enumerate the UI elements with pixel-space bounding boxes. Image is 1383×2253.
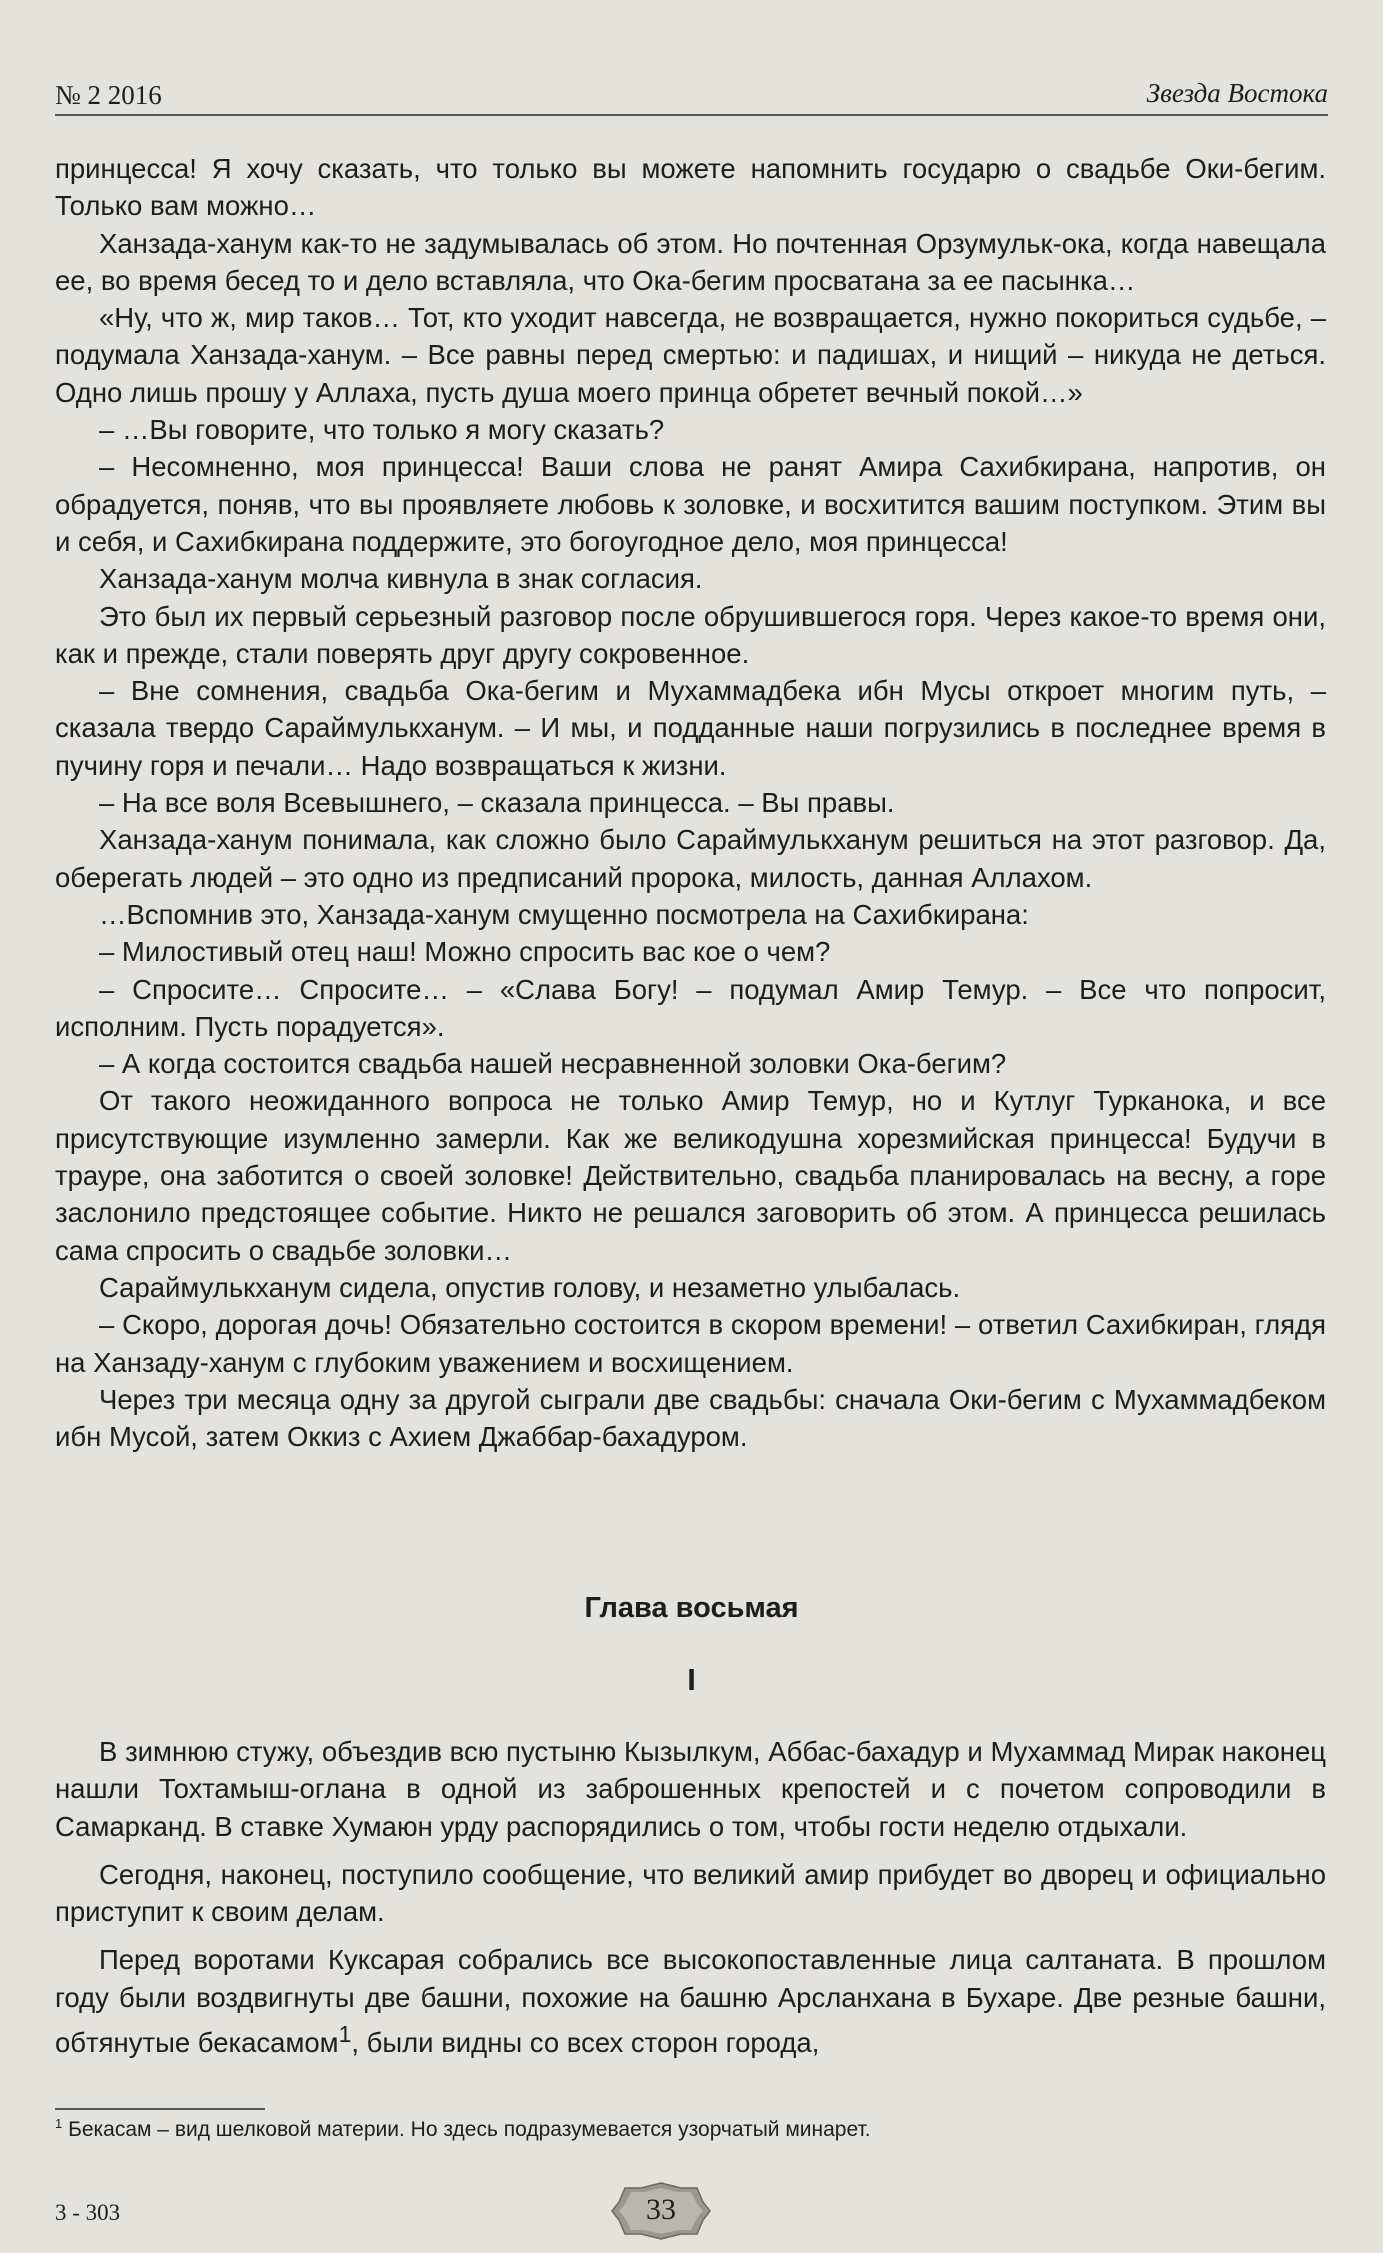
paragraph: – А когда состоится свадьба нашей несравненной золовки Ока-бегим? bbox=[99, 1048, 1007, 1080]
footnote-rule bbox=[55, 2108, 265, 2110]
printer-signature: 3 - 303 bbox=[55, 2200, 121, 2225]
footnote-text: Бекасам – вид шелковой материи. Но здесь подразумевается узорчатый минарет. bbox=[62, 2118, 871, 2141]
chapter-title: Глава восьмая bbox=[584, 1592, 799, 1624]
paragraph: – Спросите… Спросите… – «Слава Богу! – подумал Амир Темур. – Все что попросит, исполним. Пусть порадуется». bbox=[55, 973, 1326, 1042]
paragraph: Ханзада-ханум понимала, как сложно было Сараймулькханум решиться на этот разговор. Да, оберегать людей – это одно из предписаний пророка, милость, данная Аллахом. bbox=[55, 824, 1326, 893]
paragraph: принцесса! Я хочу сказать, что только вы можете напомнить государю о свадьбе Оки-бегим. Только вам можно… bbox=[55, 153, 1326, 222]
header-rule bbox=[55, 114, 1328, 116]
paragraph: Сегодня, наконец, поступило сообщение, что великий амир прибудет во дворец и официально приступит к своим делам. bbox=[55, 1858, 1326, 1928]
paragraph: Ханзада-ханум как-то не задумывалась об этом. Но почтенная Орзумульк-ока, когда навещала ее, во время бесед то и дело вставляла, что Ока-бегим просватана за ее пасынка… bbox=[55, 227, 1326, 296]
paragraph: …Вспомнив это, Ханзада-ханум смущенно посмотрела на Сахибкирана: bbox=[99, 898, 1029, 930]
paragraph-text: Перед воротами Куксарая собрались все высокопоставленные лица салтаната. В прошлом году были воздвигнуты две башни, похожие на башню Арсланхана в Бухаре. Две резные башни, обтянутые бекасамом bbox=[55, 1944, 1326, 2059]
section-number: I bbox=[687, 1662, 696, 1697]
paragraph: В зимнюю стужу, объездив всю пустыню Кызылкум, Аббас-бахадур и Мухаммад Мирак наконец нашли Тохтамыш-оглана в одной из заброшенных крепостей и с почетом сопроводили в Самарканд. В ставке Хумаюн урду распорядились о том, чтобы гости неделю отдыхали. bbox=[55, 1736, 1326, 1842]
footnote-ref[interactable]: 1 bbox=[338, 2021, 352, 2048]
paragraph: Ханзада-ханум молча кивнула в знак согласия. bbox=[99, 563, 703, 595]
paragraph: Через три месяца одну за другой сыграли две свадьбы: сначала Оки-бегим с Мухаммадбеком ибн Мусой, затем Оккиз с Ахием Джаббар-бахадуром. bbox=[55, 1383, 1326, 1453]
paragraph: – На все воля Всевышнего, – сказала принцесса. – Вы правы. bbox=[99, 787, 895, 819]
paragraph: – Скоро, дорогая дочь! Обязательно состоится в скором времени! – ответил Сахибкиран, глядя на Ханзаду-ханум с глубоким уважением и восхищением. bbox=[55, 1309, 1326, 1378]
paragraph: Сараймулькханум сидела, опустив голову, и незаметно улыбалась. bbox=[99, 1271, 961, 1303]
paragraph: – Милостивый отец наш! Можно спросить вас кое о чем? bbox=[99, 936, 831, 968]
page-number: 33 bbox=[646, 2193, 676, 2226]
paragraph: – …Вы говорите, что только я могу сказать? bbox=[99, 414, 665, 446]
paragraph: – Вне сомнения, свадьба Ока-бегим и Мухаммадбека ибн Мусы откроет многим путь, – сказала твердо Сараймулькханум. – И мы, и подданные наши погрузились в последнее время в пучину горя и печали… Надо возвращаться к жизни. bbox=[55, 675, 1326, 781]
footnote bbox=[55, 2116, 1326, 2142]
paragraph: «Ну, что ж, мир таков… Тот, кто уходит навсегда, не возвращается, нужно покориться судьбе, – подумала Ханзада-ханум. – Все равны перед смертью: и падишах, и нищий – никуда не деться. Одно лишь прошу у Аллаха, пусть душа моего принца обретет вечный покой…» bbox=[55, 302, 1326, 408]
paragraph-with-footnote bbox=[55, 1941, 1326, 2061]
issue-label: № 2 2016 bbox=[55, 80, 162, 110]
paragraph-tail: , были видны со всех сторон города, bbox=[351, 2027, 820, 2059]
chapter-text bbox=[55, 1733, 1326, 2073]
journal-title: Звезда Востока bbox=[1146, 78, 1328, 108]
paragraph: Это был их первый серьезный разговор после обрушившегося горя. Через какое-то время они, как и прежде, стали поверять друг другу сокровенное. bbox=[55, 600, 1326, 669]
paragraph: – Несомненно, моя принцесса! Ваши слова не ранят Амира Сахибкирана, напротив, он обрадуется, поняв, что вы проявляете любовь к золовке, и восхитится вашим поступком. Этим вы и себя, и Сахибкирана поддержите, это богоугодное дело, моя принцесса! bbox=[55, 451, 1326, 557]
main-text bbox=[55, 150, 1326, 1455]
footnote-mark: 1 bbox=[55, 2116, 63, 2131]
page-number-badge bbox=[611, 2182, 711, 2240]
paragraph: От такого неожиданного вопроса не только Амир Темур, но и Кутлуг Турканока, и все присутствующие изумленно замерли. Как же великодушна хорезмийская принцесса! Будучи в трауре, она заботится о своей золовке! Действительно, свадьба планировалась на весну, а горе заслонило предстоящее событие. Никто не решался заговорить об этом. А принцесса решилась сама спросить о свадьбе золовки… bbox=[55, 1085, 1326, 1266]
running-header bbox=[55, 74, 1328, 114]
